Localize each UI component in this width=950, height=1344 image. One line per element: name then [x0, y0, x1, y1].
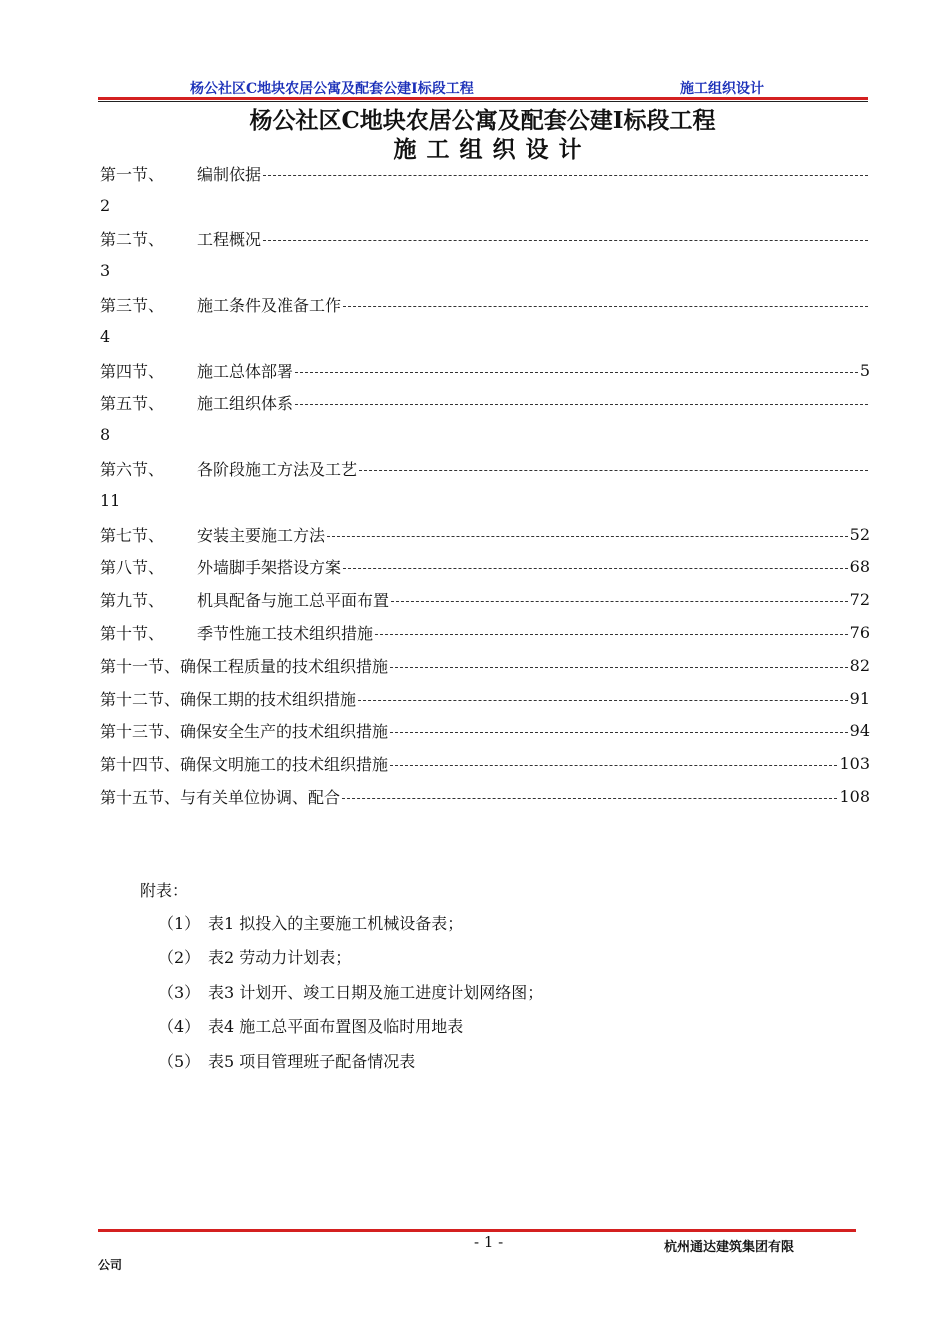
toc-leader [342, 798, 837, 799]
toc-entry[interactable] [100, 682, 870, 715]
attachment-num: （2） [158, 948, 201, 967]
attachment-item [158, 980, 543, 1003]
attachment-num: （1） [158, 914, 201, 933]
footer-company-cont: 公司 [98, 1258, 123, 1272]
toc-leader [263, 240, 868, 241]
toc-leader [343, 568, 848, 569]
toc-leader [327, 536, 848, 537]
toc-section: 第十五节、 [100, 788, 181, 808]
toc-title: 工程概况 [197, 230, 262, 250]
toc-title: 季节性施工技术组织措施 [197, 624, 374, 644]
attachment-item [158, 1049, 415, 1072]
toc-title: 外墙脚手架搭设方案 [197, 558, 342, 578]
toc-entry[interactable] [100, 452, 870, 485]
attachment-text: 表2 劳动力计划表； [208, 948, 352, 967]
table-of-contents [100, 157, 870, 813]
toc-leader [295, 372, 858, 373]
toc-title: 确保安全生产的技术组织措施 [180, 722, 389, 742]
toc-page: 76 [849, 623, 870, 643]
attachment-num: （5） [158, 1052, 201, 1071]
toc-title: 施工总体部署 [197, 361, 294, 381]
page-subtitle: 施工组织设计 [393, 136, 592, 163]
toc-page: 72 [849, 590, 870, 610]
attachment-text: 表5 项目管理班子配备情况表 [208, 1052, 416, 1071]
toc-leader [358, 700, 848, 701]
toc-page: 11 [100, 490, 121, 510]
toc-entry[interactable] [100, 288, 870, 321]
attachment-item [158, 911, 463, 934]
toc-entry[interactable] [100, 583, 870, 616]
toc-title: 机具配备与施工总平面布置 [197, 591, 390, 611]
toc-section: 第二节、 [100, 230, 165, 250]
toc-leader [359, 470, 868, 471]
toc-leader [343, 306, 868, 307]
attachment-item [158, 945, 351, 968]
toc-leader [263, 175, 868, 176]
attachment-text: 表4 施工总平面布置图及临时用地表 [208, 1017, 464, 1036]
toc-entry[interactable] [100, 518, 870, 551]
toc-section: 第十一节、 [100, 656, 181, 676]
attachment-text: 表3 计划开、竣工日期及施工进度计划网络图； [208, 983, 544, 1002]
toc-title: 施工组织体系 [197, 394, 294, 414]
toc-section: 第十节、 [100, 624, 165, 644]
toc-page: 82 [849, 655, 870, 675]
attachments-label: 附表： [140, 881, 189, 900]
toc-page: 103 [839, 754, 870, 774]
attachment-text: 表1 拟投入的主要施工机械设备表； [208, 914, 464, 933]
toc-page: 3 [100, 261, 111, 281]
toc-title: 确保工程质量的技术组织措施 [180, 656, 389, 676]
toc-section: 第五节、 [100, 394, 165, 414]
toc-entry[interactable] [100, 354, 870, 387]
toc-page: 4 [100, 326, 111, 346]
toc-leader [375, 634, 848, 635]
toc-section: 第十三节、 [100, 722, 181, 742]
toc-page: 2 [100, 195, 111, 215]
toc-section: 第八节、 [100, 558, 165, 578]
footer-divider [98, 1229, 856, 1232]
toc-section: 第十四节、 [100, 755, 181, 775]
toc-entry[interactable] [100, 551, 870, 584]
toc-page: 8 [100, 425, 111, 445]
header-doc-title: 杨公社区C地块农居公寓及配套公建Ⅰ标段工程 [190, 81, 474, 97]
toc-page: 108 [839, 787, 870, 807]
toc-entry[interactable] [100, 157, 870, 190]
toc-title: 施工条件及准备工作 [197, 296, 342, 316]
footer-company: 杭州通达建筑集团有限 [664, 1240, 795, 1255]
page-number: - 1 - [474, 1233, 504, 1251]
toc-leader [390, 732, 848, 733]
toc-page: 52 [849, 524, 870, 544]
toc-section: 第七节、 [100, 525, 165, 545]
header-divider [98, 97, 868, 100]
toc-entry[interactable] [100, 387, 870, 420]
toc-title: 确保文明施工的技术组织措施 [180, 755, 389, 775]
toc-section: 第一节、 [100, 164, 165, 184]
toc-entry[interactable] [100, 715, 870, 748]
toc-entry[interactable] [100, 780, 870, 813]
toc-entry[interactable] [100, 649, 870, 682]
attachment-num: （4） [158, 1017, 201, 1036]
toc-leader [390, 765, 837, 766]
toc-section: 第十二节、 [100, 689, 181, 709]
toc-page: 91 [849, 688, 870, 708]
toc-section: 第九节、 [100, 591, 165, 611]
page-title: 杨公社区C地块农居公寓及配套公建Ⅰ标段工程 [249, 107, 716, 134]
toc-section: 第六节、 [100, 460, 165, 480]
toc-title: 安装主要施工方法 [197, 525, 326, 545]
toc-title: 与有关单位协调、配合 [180, 788, 341, 808]
toc-section: 第三节、 [100, 296, 165, 316]
toc-entry[interactable] [100, 747, 870, 780]
toc-page: 68 [849, 557, 870, 577]
toc-leader [391, 601, 848, 602]
attachment-item [158, 1014, 463, 1037]
toc-title: 编制依据 [197, 164, 262, 184]
toc-section: 第四节、 [100, 361, 165, 381]
toc-entry[interactable] [100, 616, 870, 649]
header-doc-type: 施工组织设计 [680, 81, 764, 97]
toc-leader [295, 404, 868, 405]
attachment-num: （3） [158, 983, 201, 1002]
toc-page: 94 [849, 721, 870, 741]
toc-page: 5 [859, 360, 870, 380]
toc-title: 各阶段施工方法及工艺 [197, 460, 358, 480]
toc-title: 确保工期的技术组织措施 [180, 689, 357, 709]
toc-leader [390, 667, 848, 668]
toc-entry[interactable] [100, 223, 870, 256]
